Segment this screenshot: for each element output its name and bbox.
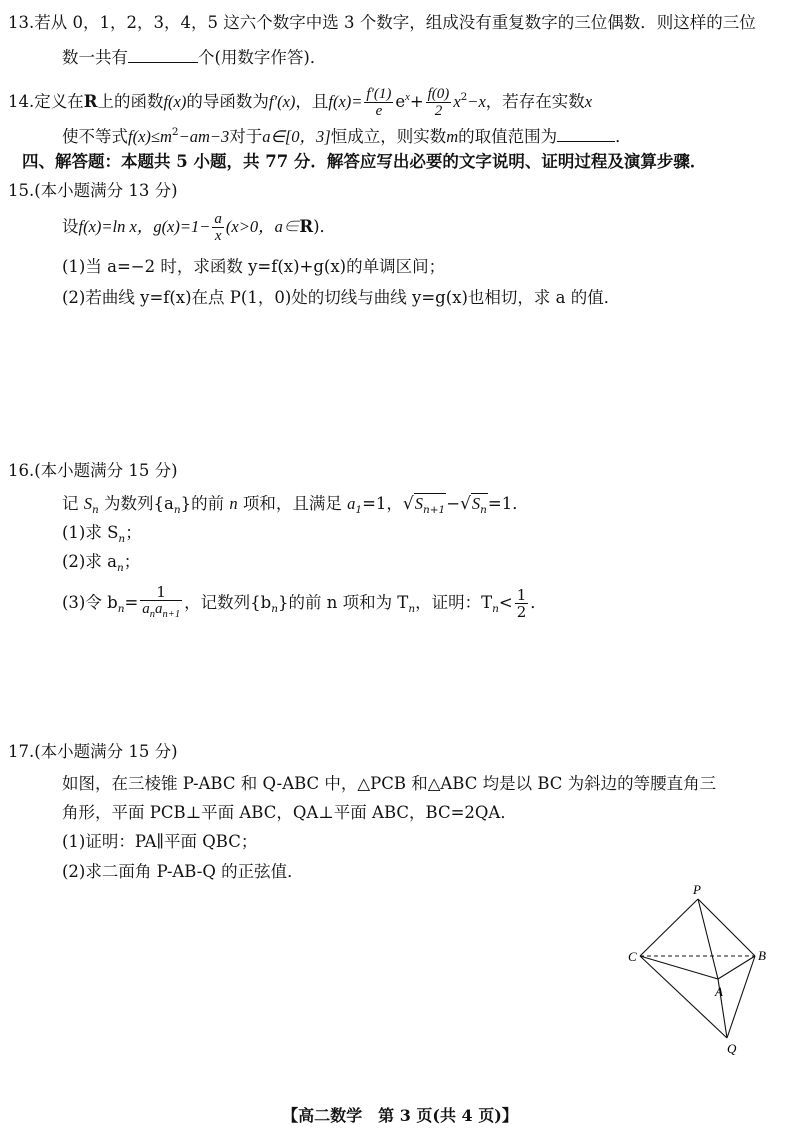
q15-part2: (2)若曲线 y=f(x)在点 P(1，0)处的切线与曲线 y=g(x)也相切，求 a 的值． [62, 288, 621, 307]
q14-a-range: a∈[0，3] [262, 127, 331, 146]
q14-x2: x [453, 92, 461, 111]
q16-p1-text: (1)求 S [62, 523, 119, 542]
q16-p3-c: }的前 n 项和为 T [277, 593, 409, 612]
q14-ineq: f(x)≤m [128, 127, 172, 146]
q16-p3-end: ． [530, 593, 547, 612]
q16-sqrt2-sub: n [480, 504, 487, 516]
q15-definition [62, 210, 336, 244]
q16-p3-d: ，证明：T [415, 593, 493, 612]
q16-p2-sub: n [116, 562, 124, 574]
q16-p3-den-sub1: n [149, 609, 156, 620]
q14-e-sup: x [405, 92, 410, 103]
q16-sqrt2-S: S [471, 494, 481, 513]
q14-fprime: f′(x) [268, 92, 296, 111]
q16-sqrt1-sub: n+1 [422, 504, 446, 516]
q16-S-sub: n [92, 504, 99, 516]
q14-frac1 [364, 86, 393, 119]
q14-text-c: 的导函数为 [186, 92, 269, 111]
q15-def-c: )． [313, 217, 337, 236]
q14-frac1-den: e [375, 103, 383, 119]
q14-var-x: x [584, 92, 593, 111]
q14-end: ． [615, 127, 632, 146]
q16-p3-half-den: 2 [516, 603, 527, 621]
q14-text-d: ，且 [295, 92, 329, 111]
q13-text-b: 个(用数字作答)． [198, 48, 327, 67]
q16-p2-text: (2)求 a [62, 552, 117, 571]
q16-part1 [62, 522, 142, 550]
q16-p2-end: ； [123, 552, 141, 571]
q16-p3-bn-sub: n [271, 603, 278, 615]
page-footer: 【高二数学 第 3 页(共 4 页)】 [282, 1106, 518, 1125]
q16-definition [62, 493, 529, 521]
q16-sqrt-2 [471, 493, 488, 516]
label-A: A [715, 984, 723, 999]
q14-text-i: 的取值范围为 [458, 127, 558, 146]
edge-PB [698, 899, 755, 956]
q14-real-set: R [83, 92, 98, 111]
q16-def-e: 项和，且满足 [242, 494, 342, 513]
q17-line1: 如图，在三棱锥 P-ABC 和 Q-ABC 中，△PCB 和△ABC 均是以 BC 为斜边的等腰直角三 [62, 774, 717, 793]
q16-def-b: 为数列{a [104, 494, 174, 513]
q16-p1-sub: n [118, 533, 126, 545]
q14-ineq-b: −am−3 [178, 127, 230, 146]
q16-a-sub: n [173, 504, 181, 516]
q17-line2: 角形，平面 PCB⊥平面 ABC，QA⊥平面 ABC，BC=2QA． [62, 803, 517, 822]
q15-header: 15.(本小题满分 13 分) [8, 181, 178, 200]
q15-def-b: (x>0，a∈ [225, 217, 300, 236]
q16-sqrt1-S: S [414, 494, 423, 513]
q14-frac2-num: f(0) [427, 86, 450, 102]
edge-PA [698, 899, 718, 979]
q15-frac [212, 211, 224, 244]
q16-p3-frac [140, 584, 182, 623]
pyramid-figure [620, 880, 780, 1060]
q15-fdef: f(x)=ln x，g(x)=1− [78, 217, 211, 236]
q16-sqrt-sign-1: √ [402, 494, 414, 514]
label-C: C [628, 949, 637, 964]
q16-p3-b: ，记数列{b [184, 593, 272, 612]
q14-m: m [446, 127, 459, 146]
q16-p3-den-a1: a [142, 601, 150, 617]
q13-line1 [8, 12, 756, 34]
q16-p3-frac-den [140, 601, 182, 623]
q14-text-e: ，若存在实数 [485, 92, 585, 111]
q16-a1-sub: 1 [355, 504, 363, 516]
q15-frac-den: x [214, 228, 222, 244]
q16-p3-den-a2: a [155, 601, 163, 617]
q14-answer-blank [557, 123, 615, 142]
q16-p3-frac-num: 1 [140, 584, 182, 601]
q17-header: 17.(本小题满分 15 分) [8, 742, 178, 761]
label-Q: Q [727, 1041, 737, 1056]
q13-line2 [62, 44, 326, 69]
q14-ineq-sup: 2 [171, 126, 179, 138]
q14-number: 14. [8, 92, 35, 111]
q16-eq1: =1， [362, 494, 403, 513]
q16-S: S [83, 494, 92, 513]
q16-a1: a [347, 494, 356, 513]
q16-eq2: =1． [487, 494, 529, 513]
q16-minus: − [446, 494, 461, 513]
q14-text-h: 恒成立，则实数 [330, 127, 447, 146]
q14-text-b: 上的函数 [97, 92, 164, 111]
q15-real-set: R [299, 217, 314, 236]
edge-BQ [727, 956, 755, 1038]
q14-frac2-den: 2 [434, 103, 443, 119]
q16-part2 [62, 551, 140, 579]
q17-part1: (1)证明：PA∥平面 QBC； [62, 832, 258, 851]
q16-header: 16.(本小题满分 15 分) [8, 461, 178, 480]
q17-part2: (2)求二面角 P-AB-Q 的正弦值． [62, 862, 304, 881]
q16-p3-T-sub: n [408, 603, 416, 615]
q16-p3-eq: = [124, 593, 139, 612]
q14-x2-sup: 2 [460, 91, 468, 103]
q14-e: e [395, 92, 406, 111]
q14-frac1-num: f′(1) [366, 86, 392, 102]
q14-text-a: 定义在 [34, 92, 84, 111]
q16-def-a: 记 [62, 494, 79, 513]
q15-def-a: 设 [62, 217, 79, 236]
edge-AB [718, 956, 755, 979]
q16-def-n: n [229, 494, 238, 513]
q14-line2 [62, 121, 632, 148]
q16-sqrt-sign-2: √ [460, 494, 471, 514]
q14-plus: + [409, 92, 424, 111]
q14-text-f: 使不等式 [62, 127, 128, 146]
q16-p1-end: ； [125, 523, 142, 542]
q16-p3-a: (3)令 b [62, 593, 118, 612]
q16-p3-T2-sub: n [492, 603, 499, 615]
q15-frac-num: a [214, 211, 222, 227]
q14-minus-x: −x [467, 92, 486, 111]
q16-p3-half [515, 587, 529, 620]
q14-fx: f(x) [163, 92, 187, 111]
q14-line1 [8, 80, 592, 119]
q14-eq-lhs: f(x)= [328, 92, 363, 111]
q16-p3-half-num: 1 [516, 586, 527, 604]
edge-PC [640, 899, 698, 956]
section-4-heading: 四、解答题：本题共 5 小题，共 77 分．解答应写出必要的文字说明、证明过程及演算步骤． [22, 152, 707, 171]
q14-frac2 [426, 86, 452, 119]
q16-sqrt-1 [414, 493, 447, 516]
q16-p3-lt: < [498, 593, 513, 612]
label-B: B [758, 948, 766, 963]
q14-text-g: 对于 [229, 127, 263, 146]
q13-text: 若从 0，1，2，3，4，5 这六个数字中选 3 个数字，组成没有重复数字的三位偶数．则这样的三位 [34, 13, 756, 32]
q16-p3-b-sub: n [117, 603, 125, 615]
q13-answer-blank [128, 44, 198, 63]
q16-p3-den-sub2: n+1 [162, 609, 181, 620]
q13-number: 13. [8, 13, 35, 32]
q16-part3 [62, 584, 547, 627]
label-P: P [693, 882, 701, 897]
q16-def-c: }的前 [180, 494, 225, 513]
q15-part1: (1)当 a=−2 时，求函数 y=f(x)+g(x)的单调区间； [62, 257, 446, 276]
q13-text-a: 数一共有 [62, 48, 128, 67]
